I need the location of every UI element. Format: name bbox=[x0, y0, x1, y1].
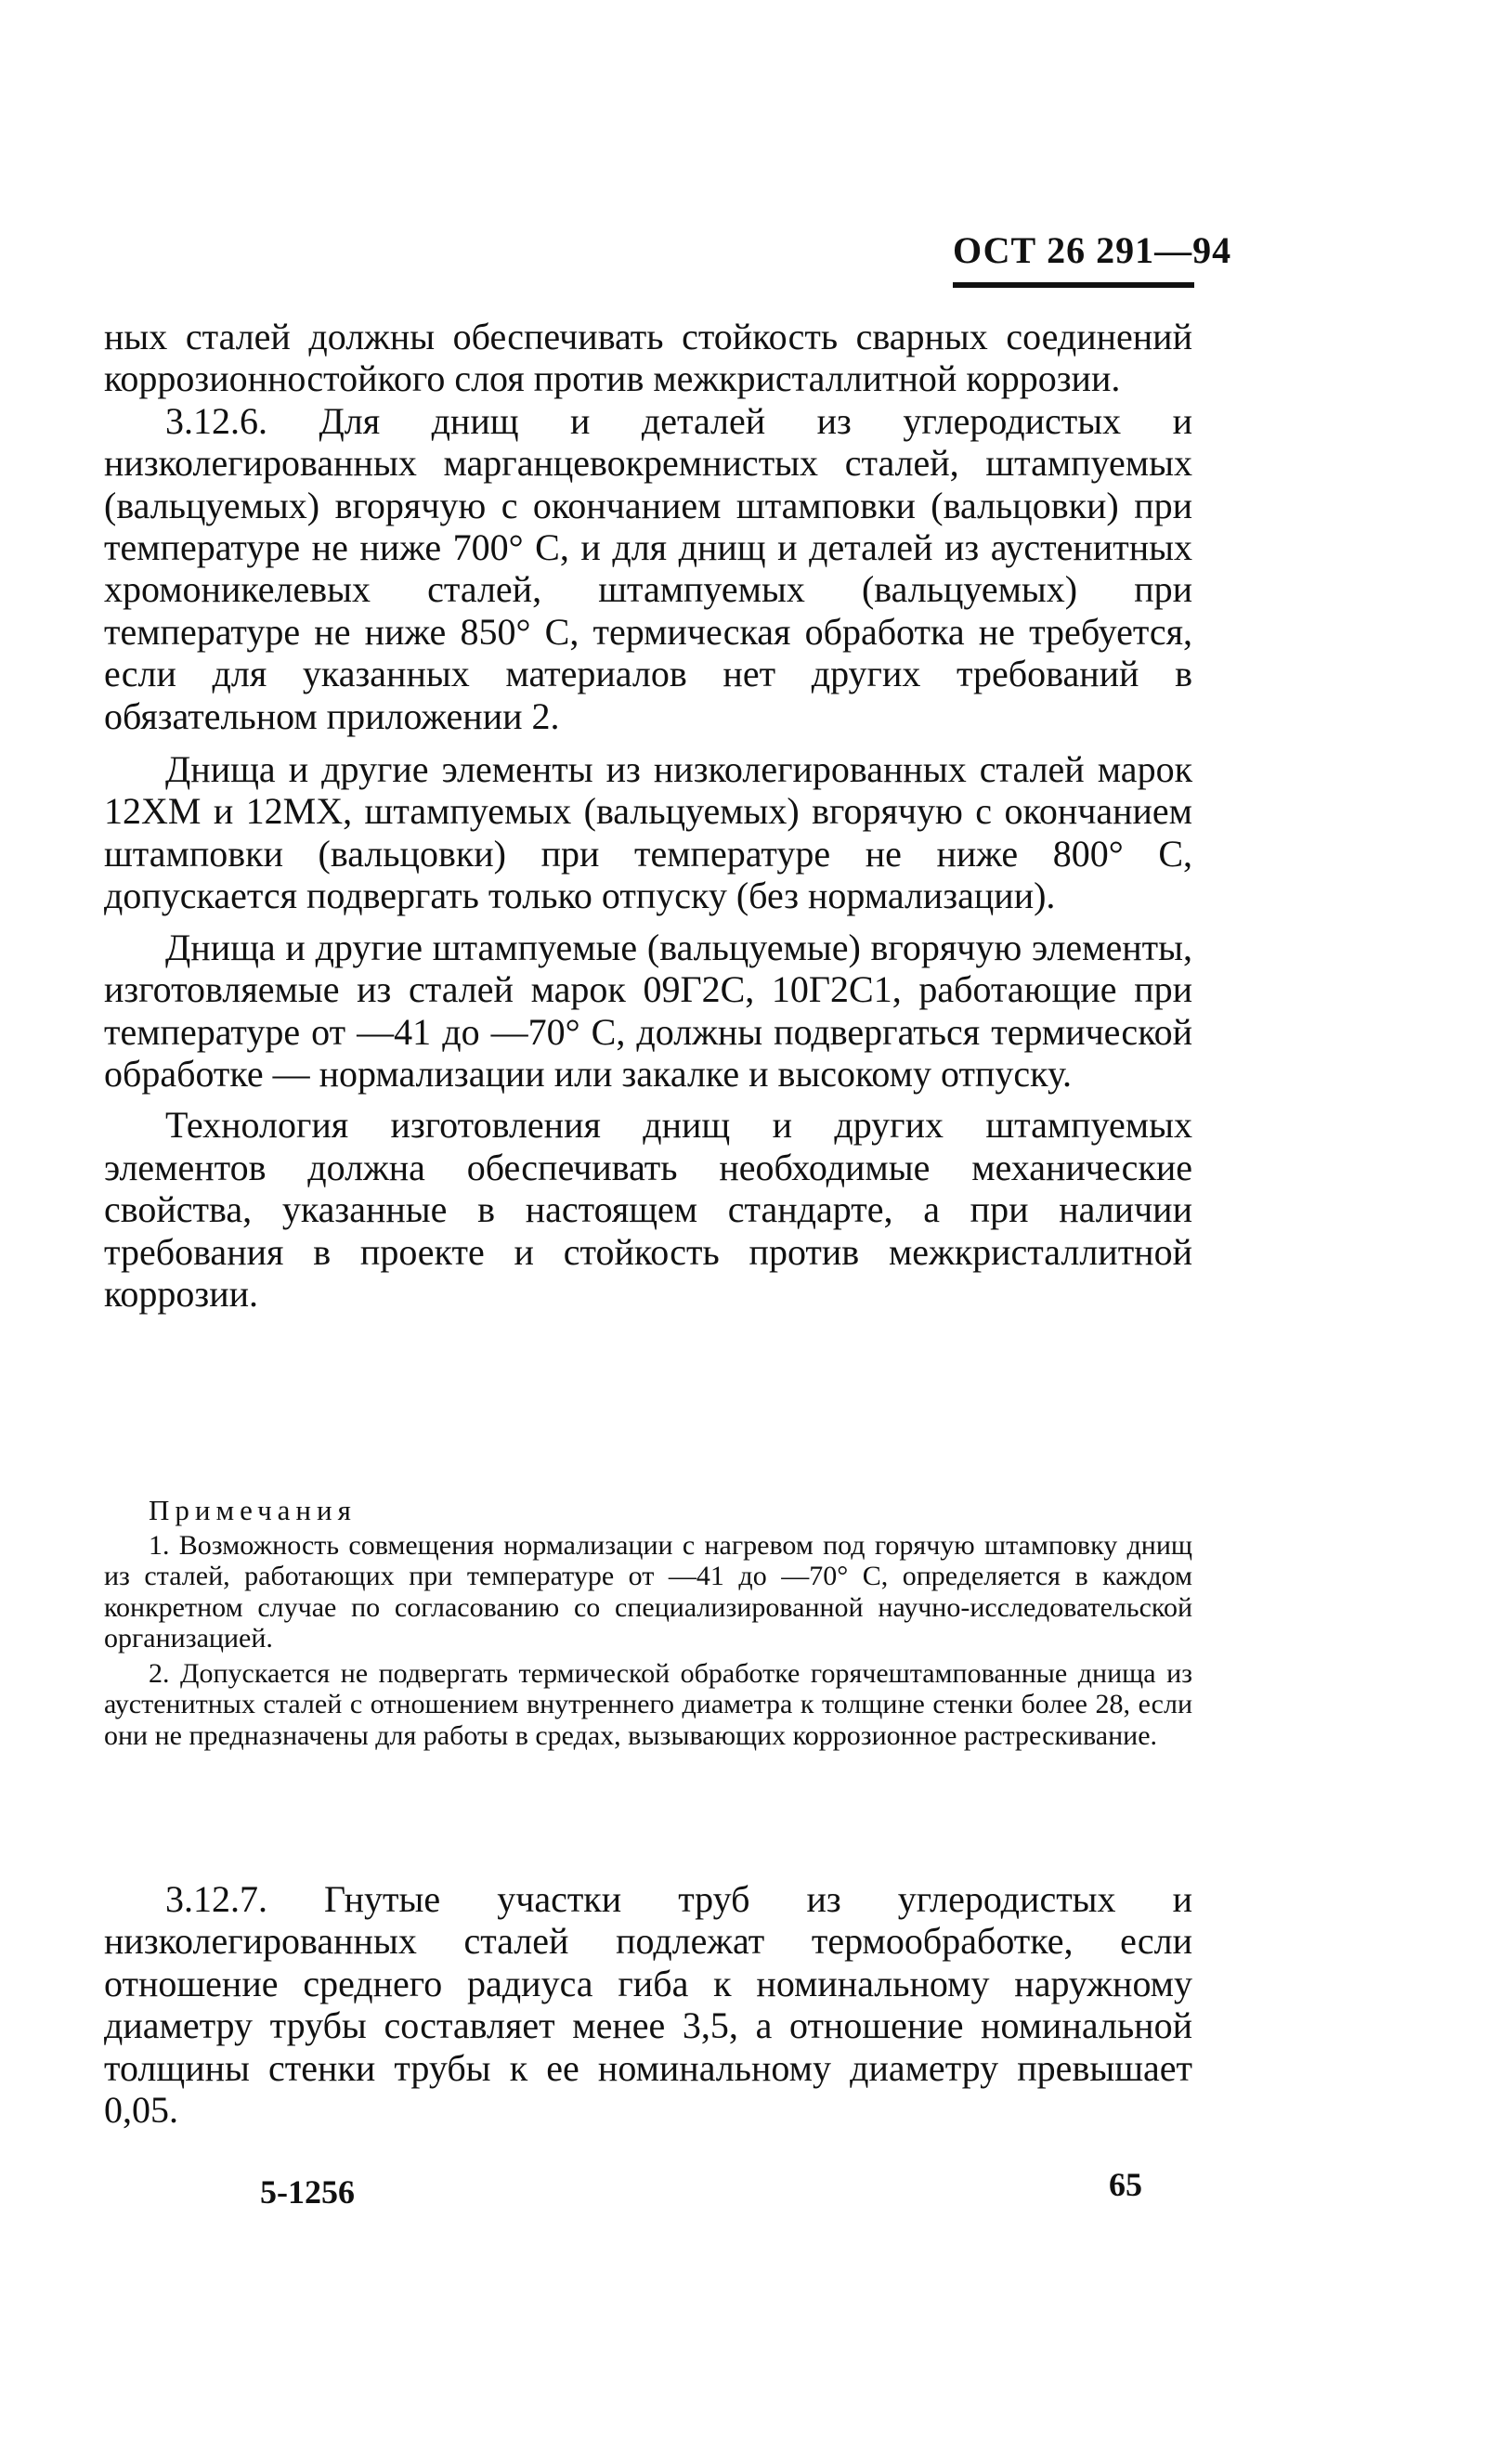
notes-block bbox=[104, 1495, 1192, 1751]
paragraph-3-12-6: 3.12.6. Для днищ и деталей из углеродистых и низколегированных марганцевокремнистых сталей, штампуемых (вальцуемых) вгорячую с окончанием штамповки (вальцовки) при температуре не ниже 700° С, и для днищ и деталей из аустенитных хромоникелевых сталей, штампуемых (вальцуемых) при температуре не ниже 850° С, термическая обработка не требуется, если для указанных материалов нет других требований в обязательном приложении 2. bbox=[104, 399, 1192, 737]
paragraph-09g2s: Днища и другие штампуемые (вальцуемые) вгорячую элементы, изготовляемые из сталей марок 09Г2С, 10Г2С1, работающие при температуре от —41 до —70° С, должны подвергаться термической обработке — нормализации или закалке и высокому отпуску. bbox=[104, 926, 1192, 1095]
paragraph-12hm-12mh: Днища и другие элементы из низколегированных сталей марок 12ХМ и 12МХ, штампуемых (вальцуемых) вгорячую с окончанием штамповки (вальцовки) при температуре не ниже 800° С, допускается подвергать только отпуску (без нормализации). bbox=[104, 748, 1192, 917]
paragraph-technology: Технология изготовления днищ и других штампуемых элементов должна обеспечивать необходимые механические свойства, указанные в настоящем стандарте, а при наличии требования в проекте и стойкость против межкристаллитной коррозии. bbox=[104, 1104, 1192, 1315]
notes-title: Примечания bbox=[149, 1494, 357, 1526]
note-1: 1. Возможность совмещения нормализации с нагревом под горячую штамповку днищ из сталей, работающих при температуре от —41 до —70° С, определяется в каждом конкретном случае по согласованию со специализированной научно-исследовательской организацией. bbox=[104, 1529, 1192, 1653]
footer-print-code: 5-1256 bbox=[260, 2173, 355, 2211]
paragraph-3-12-7: 3.12.7. Гнутые участки труб из углеродистых и низколегированных сталей подлежат термообработке, если отношение среднего радиуса гиба к номинальному наружному диаметру трубы составляет менее 3,5, а отношение номинальной толщины стенки трубы к ее номинальному диаметру превышает 0,05. bbox=[104, 1878, 1192, 2132]
paragraph-continuation: ных сталей должны обеспечивать стойкость сварных соединений коррозионностойкого слоя против межкристаллитной коррозии. bbox=[104, 316, 1192, 400]
standard-code: ОСТ 26 291—94 bbox=[953, 229, 1232, 271]
header-rule bbox=[953, 282, 1194, 288]
note-2: 2. Допускается не подвергать термической обработке горячештампованные днища из аустенитных сталей с отношением внутреннего диаметра к толщине стенки более 28, если они не предназначены для работы в средах, вызывающих коррозионное растрескивание. bbox=[104, 1657, 1192, 1751]
section-3-12-7-block bbox=[104, 1878, 1192, 2131]
main-text-block bbox=[104, 316, 1192, 1315]
page-number: 65 bbox=[1109, 2166, 1142, 2203]
